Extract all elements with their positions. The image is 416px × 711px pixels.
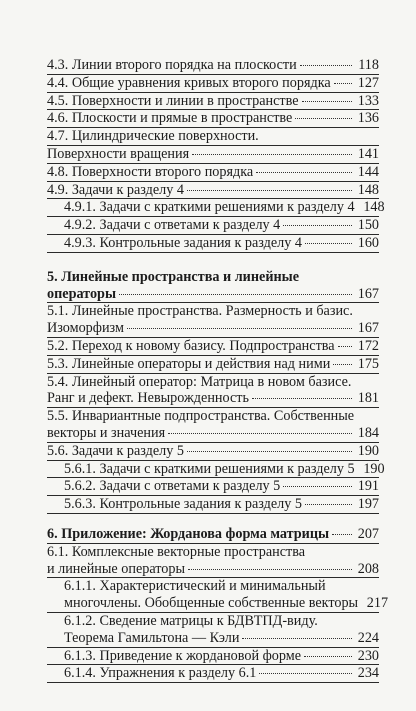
toc-entry-title: многочлены. Обобщенные собственные векторы (64, 595, 359, 612)
toc-entry[interactable] (47, 443, 379, 460)
toc-entry[interactable] (47, 75, 379, 92)
toc-page-number: 234 (357, 665, 379, 682)
toc-page-number: 224 (357, 629, 379, 646)
toc-entry[interactable] (47, 338, 379, 355)
toc-page-number: 118 (358, 57, 379, 73)
toc-entry-title: 5.6.1. Задачи с краткими решениями к разделу 5 (64, 460, 355, 477)
toc-page-number: 150 (357, 217, 379, 234)
toc-page-number: 172 (357, 337, 379, 354)
toc-entry[interactable] (47, 235, 379, 252)
toc-page-number: 217 (366, 595, 389, 612)
dot-leader (304, 656, 352, 657)
toc-entry-title: 4.8. Поверхности второго порядка (47, 163, 254, 180)
toc-entry[interactable] (47, 561, 379, 578)
toc-entry-title: 4.9.1. Задачи с краткими решениями к разделу 4 (64, 199, 355, 216)
section-5-heading[interactable]: 5. Линейные пространства и линейные (47, 268, 300, 285)
dot-leader (252, 398, 352, 399)
toc-entry-text: 4.7. Цилиндрические поверхности. (47, 128, 259, 145)
dot-leader (338, 346, 352, 347)
toc-entry-title: векторы и значения (47, 424, 166, 441)
toc-entry[interactable] (47, 217, 379, 234)
toc-entry[interactable] (47, 390, 379, 407)
toc-page-number: 190 (363, 460, 385, 477)
toc-entry-title: Изоморфизм (47, 320, 124, 337)
section-gap (47, 514, 379, 526)
toc-entry[interactable] (47, 595, 389, 612)
toc-page-number: 191 (357, 478, 379, 495)
dot-leader (187, 190, 352, 191)
toc-entry[interactable] (47, 496, 379, 513)
toc-page-number: 144 (357, 163, 379, 180)
toc-page-number: 141 (357, 145, 379, 162)
dot-leader (242, 638, 352, 639)
rule-line (47, 682, 379, 683)
toc-entry[interactable] (47, 630, 379, 647)
toc-entry-title: 4.9.3. Контрольные задания к разделу 4 (64, 234, 302, 251)
toc-page-number: 148 (357, 181, 379, 198)
toc-entry[interactable] (47, 164, 379, 181)
toc-entry[interactable] (47, 57, 379, 74)
dot-leader (300, 65, 352, 66)
toc-entry-text: 6.1. Комплексные векторные пространства (47, 543, 306, 560)
toc-entry-title: 4.6. Плоскости и прямые в пространстве (47, 110, 293, 127)
dot-leader (256, 172, 352, 173)
toc-entry-title: 4.9.2. Задачи с ответами к разделу 4 (64, 217, 281, 234)
toc-entry-text: 5.5. Инвариантные подпространства. Собственные (47, 408, 355, 425)
toc-entry[interactable] (47, 356, 379, 373)
toc-entry[interactable] (47, 478, 379, 495)
toc-entry-title: 5.3. Линейные операторы и действия над ними (47, 355, 331, 372)
dot-leader (332, 534, 352, 535)
toc-entry-title: 5.6.3. Контрольные задания к разделу 5 (64, 496, 302, 513)
toc-page-number: 208 (357, 560, 379, 577)
toc-page-number: 127 (357, 74, 379, 91)
dot-leader (305, 243, 352, 244)
toc-entry[interactable] (47, 320, 379, 337)
toc-page-number: 230 (357, 647, 379, 664)
section-6-heading[interactable] (47, 526, 379, 543)
toc-entry[interactable] (47, 146, 379, 163)
toc-entry[interactable] (47, 425, 379, 442)
toc-entry[interactable] (47, 665, 379, 682)
dot-leader (302, 101, 352, 102)
toc-entry[interactable] (47, 199, 385, 216)
toc-entry-title: и линейные операторы (47, 560, 186, 577)
dot-leader (192, 154, 352, 155)
toc-entry-text: 6.1.1. Характеристический и минимальный (64, 578, 326, 595)
toc-page-number: 190 (357, 442, 379, 459)
toc-entry[interactable] (47, 460, 385, 478)
toc-entry-text: 5.1. Линейные пространства. Размерность и базис. (47, 303, 353, 320)
toc-page-number: 133 (357, 92, 379, 109)
dot-leader (187, 451, 352, 452)
toc-page-number: 181 (357, 390, 379, 407)
toc-page-number: 136 (357, 110, 379, 127)
toc-entry-title: 5.2. Переход к новому базису. Подпространства (47, 337, 335, 354)
toc-entry-title: Теорема Гамильтона — Кэли (64, 629, 240, 646)
toc-entry-title: 4.9. Задачи к разделу 4 (47, 181, 184, 198)
toc-entry-title: Ранг и дефект. Невырожденность (47, 390, 249, 407)
dot-leader (295, 118, 352, 119)
toc-page-number: 197 (357, 496, 379, 513)
toc-page-number: 167 (357, 320, 379, 337)
toc-entry[interactable] (47, 182, 379, 199)
dot-leader (119, 294, 352, 295)
toc-entry-title: 4.4. Общие уравнения кривых второго порядка (47, 74, 331, 91)
toc-page-number: 167 (357, 285, 379, 302)
toc-page-number: 184 (357, 424, 379, 441)
toc-entry-title: Поверхности вращения (47, 145, 190, 162)
toc-entry-title: 6.1.3. Приведение к жордановой форме (64, 647, 302, 664)
dot-leader (127, 328, 352, 329)
toc-entry-text: 6.1.2. Сведение матрицы к БДВТПД-виду. (64, 612, 318, 629)
dot-leader (168, 433, 352, 434)
dot-leader (283, 225, 352, 226)
toc-entry-title: 5.6.2. Задачи с ответами к разделу 5 (64, 478, 281, 495)
toc-page-number: 175 (357, 355, 379, 372)
dot-leader (334, 83, 352, 84)
toc-entry-text: 5.4. Линейный оператор: Матрица в новом базисе. (47, 373, 352, 390)
toc-entry-title: операторы (47, 285, 117, 302)
toc-entry[interactable] (47, 93, 379, 110)
toc-page-number: 148 (363, 199, 385, 216)
table-of-contents (47, 57, 389, 683)
toc-entry-title: 6. Приложение: Жорданова форма матрицы (47, 525, 330, 542)
toc-entry-title: 4.5. Поверхности и линии в пространстве (47, 92, 299, 109)
dot-leader (259, 673, 352, 674)
toc-entry-title: 4.3. Линии второго порядка на плоскости (47, 57, 297, 73)
dot-leader (188, 569, 352, 570)
toc-entry[interactable] (47, 648, 379, 665)
toc-entry[interactable] (47, 110, 379, 127)
toc-page-number: 160 (357, 234, 379, 251)
toc-entry-title: 5.6. Задачи к разделу 5 (47, 442, 184, 459)
section-gap (47, 253, 379, 269)
dot-leader (305, 504, 352, 505)
toc-page-number: 207 (357, 525, 379, 542)
dot-leader (333, 364, 352, 365)
dot-leader (283, 486, 352, 487)
toc-entry-title: 6.1.4. Упражнения к разделу 6.1 (64, 665, 257, 682)
section-5-heading-cont[interactable] (47, 286, 379, 303)
